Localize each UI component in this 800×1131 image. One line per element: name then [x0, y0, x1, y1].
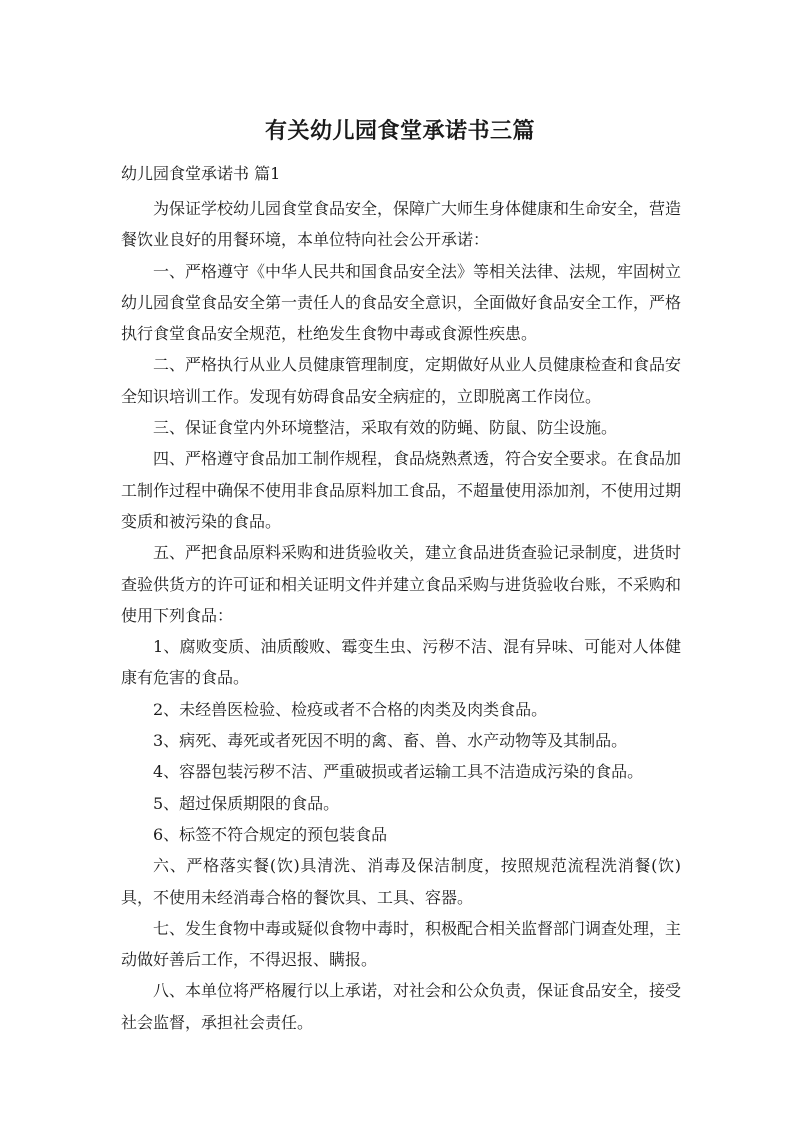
- paragraph-item-7: 七、发生食物中毒或疑似食物中毒时，积极配合相关监督部门调查处理，主动做好善后工作，不得迟报、瞒报。: [121, 918, 682, 970]
- sub-item-6: 6、标签不符合规定的预包装食品: [153, 824, 388, 844]
- paragraph-item-8: 八、本单位将严格履行以上承诺，对社会和公众负责，保证食品安全，接受社会监督，承担社会责任。: [121, 981, 682, 1032]
- section-heading: 幼儿园食堂承诺书 篇1: [121, 164, 281, 183]
- paragraph-item-3: 三、保证食堂内外环境整洁，采取有效的防蝇、防鼠、防尘设施。: [153, 418, 618, 438]
- paragraph-item-5: 五、严把食品原料采购和进货验收关，建立食品进货查验记录制度，进货时查验供货方的许可证和相关证明文件并建立食品采购与进货验收台账，不采购和使用下列食品：: [121, 543, 682, 625]
- document-body: [121, 193, 681, 1038]
- paragraph-item-4: 四、严格遵守食品加工制作规程，食品烧熟煮透，符合安全要求。在食品加工制作过程中确保不使用非食品原料加工食品，不超量使用添加剂，不使用过期变质和被污染的食品。: [121, 449, 682, 531]
- sub-item-3: 3、病死、毒死或者死因不明的禽、畜、兽、水产动物等及其制品。: [153, 731, 628, 751]
- sub-item-2: 2、未经兽医检验、检疫或者不合格的肉类及肉类食品。: [153, 699, 548, 719]
- paragraph-intro: 为保证学校幼儿园食堂食品安全，保障广大师生身体健康和生命安全，营造餐饮业良好的用餐环境，本单位特向社会公开承诺：: [121, 199, 682, 250]
- sub-item-4: 4、容器包装污秽不洁、严重破损或者运输工具不洁造成污染的食品。: [153, 762, 644, 782]
- paragraph-item-1: 一、严格遵守《中华人民共和国食品安全法》等相关法律、法规，牢固树立幼儿园食堂食品安全第一责任人的食品安全意识，全面做好食品安全工作，严格执行食堂食品安全规范，杜绝发生食物中毒或食源性疾患。: [121, 261, 682, 344]
- paragraph-item-2: 二、严格执行从业人员健康管理制度，定期做好从业人员健康检查和食品安全知识培训工作。发现有妨碍食品安全病症的，立即脱离工作岗位。: [121, 355, 682, 406]
- sub-item-5: 5、超过保质期限的食品。: [153, 793, 340, 813]
- document-title: 有关幼儿园食堂承诺书三篇: [264, 119, 535, 144]
- paragraph-item-6: 六、严格落实餐(饮)具清洗、消毒及保洁制度，按照规范流程洗消餐(饮)具，不使用未经消毒合格的餐饮具、工具、容器。: [121, 856, 681, 907]
- sub-item-1: 1、腐败变质、油质酸败、霉变生虫、污秽不洁、混有异味、可能对人体健康有危害的食品。: [121, 637, 681, 688]
